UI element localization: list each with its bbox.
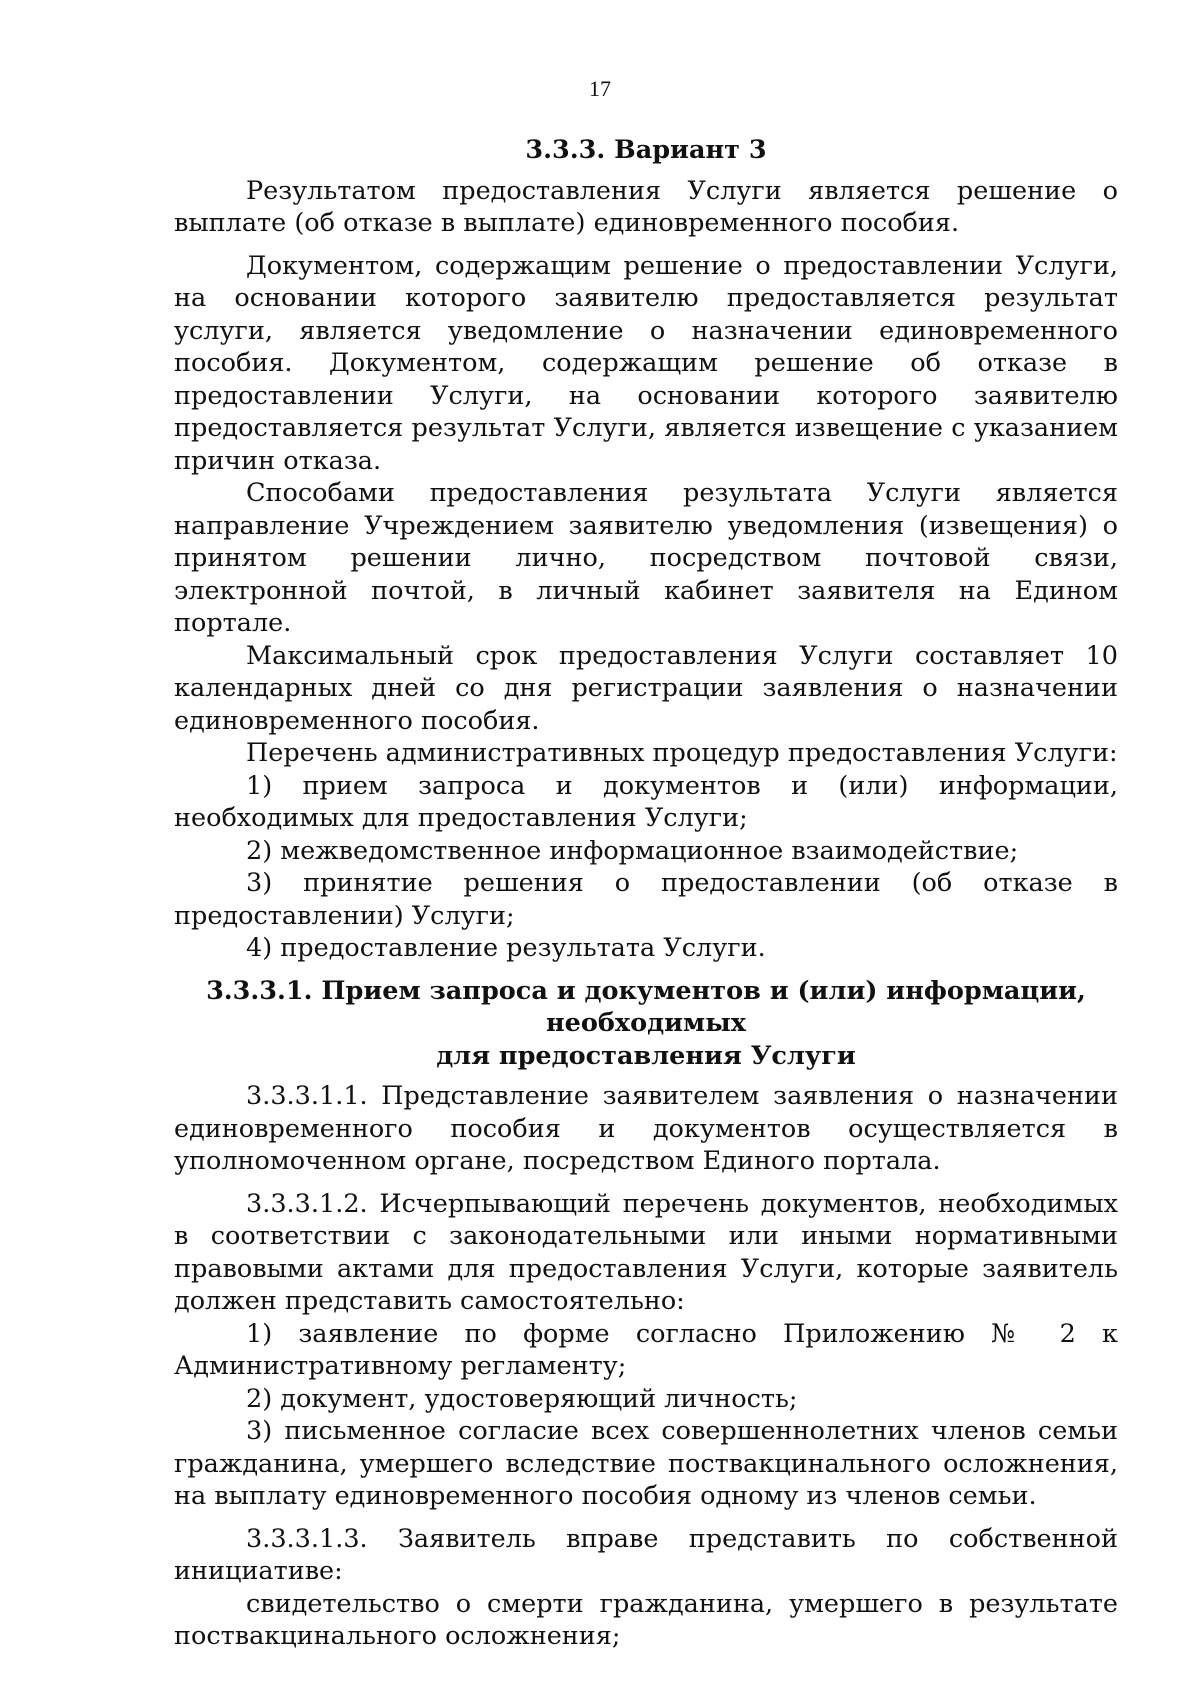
list-item: 1) заявление по форме согласно Приложению № 2 к Административному регламенту; (174, 1318, 1118, 1381)
paragraph: Максимальный срок предоставления Услуги составляет 10 календарных дней со дня регистрации заявления о назначении единовременного пособия. (174, 640, 1118, 736)
page-number: 17 (589, 76, 611, 101)
paragraph: Способами предоставления результата Услуги является направление Учреждением заявителю уведомления (извещения) о принятом решении лично, посредством почтовой связи, электронной почтой, в личный кабинет заявителя на Едином портале. (174, 478, 1118, 638)
paragraph: свидетельство о смерти гражданина, умершего в результате поствакцинального осложнения; (174, 1588, 1118, 1651)
paragraph: Результатом предоставления Услуги является решение о выплате (об отказе в выплате) единовременного пособия. (174, 175, 1118, 238)
list-item: 1) прием запроса и документов и (или) информации, необходимых для предоставления Услуги; (174, 770, 1118, 833)
list-item: 2) межведомственное информационное взаимодействие; (246, 835, 1019, 866)
paragraph: Перечень административных процедур предоставления Услуги: (246, 738, 1118, 768)
subsection-heading-line-2: для предоставления Услуги (436, 1040, 856, 1071)
list-item: 4) предоставление результата Услуги. (246, 933, 766, 963)
list-item: 2) документ, удостоверяющий личность; (246, 1383, 798, 1414)
subsection-heading (174, 975, 1118, 1073)
section-heading-variant-3: 3.3.3. Вариант 3 (525, 135, 767, 165)
paragraph: 3.3.3.1.3. Заявитель вправе представить по собственной инициативе: (174, 1523, 1118, 1586)
document-body (174, 134, 1118, 1653)
paragraph: 3.3.3.1.1. Представление заявителем заявления о назначении единовременного пособия и документов осуществляется в уполномоченном органе, посредством Единого портала. (174, 1081, 1118, 1176)
paragraph: Документом, содержащим решение о предоставлении Услуги, на основании которого заявителю предоставляется результат услуги, является уведомление о назначении единовременного пособия. Документом, содержащим решение об отказе в предоставлении Услуги, на основании которого заявителю предоставляется результат Услуги, является извещение с указанием причин отказа. (174, 250, 1118, 476)
list-item: 3) принятие решения о предоставлении (об отказе в предоставлении) Услуги; (174, 868, 1118, 931)
subsection-heading-line-1: 3.3.3.1. Прием запроса и документов и (или) информации, необходимых (206, 975, 1086, 1038)
paragraph: 3.3.3.1.2. Исчерпывающий перечень документов, необходимых в соответствии с законодательными или иными нормативными правовыми актами для предоставления Услуги, которые заявитель должен представить самостоятельно: (174, 1188, 1118, 1316)
list-item: 3) письменное согласие всех совершеннолетних членов семьи гражданина, умершего вследствие поствакцинального осложнения, на выплату единовременного пособия одному из членов семьи. (174, 1416, 1118, 1511)
